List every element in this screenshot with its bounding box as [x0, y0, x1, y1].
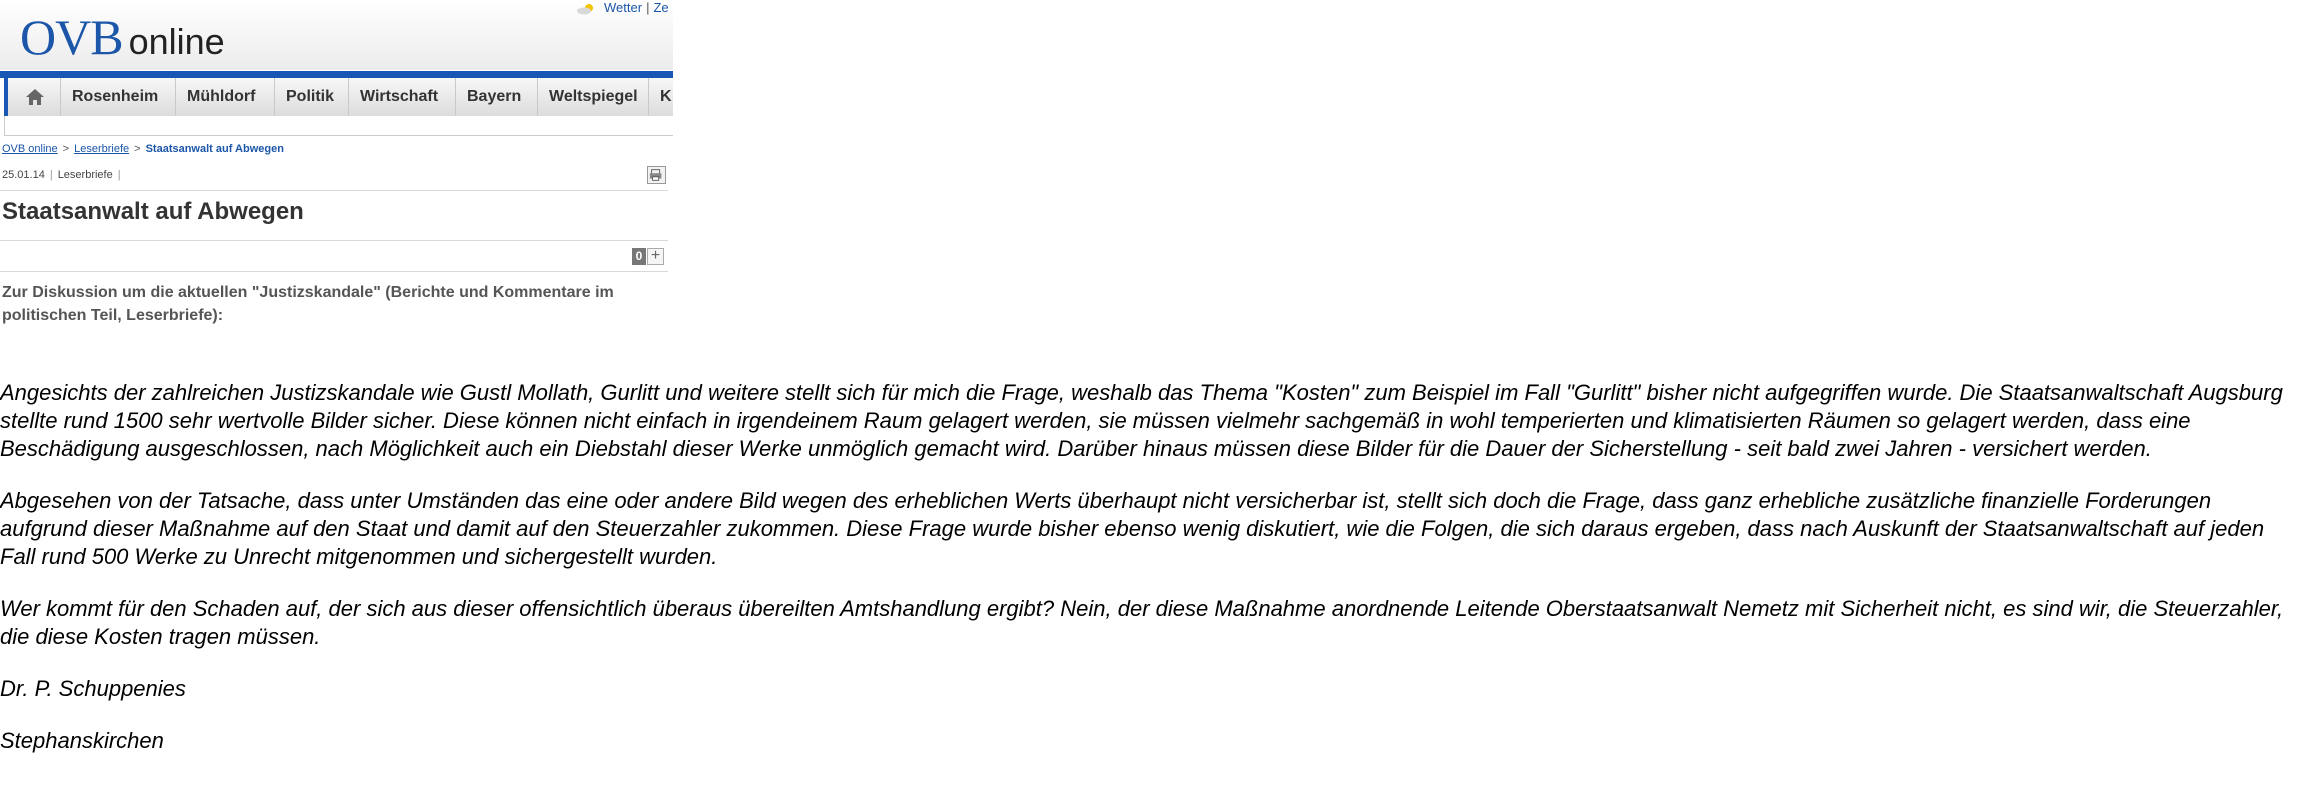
- header-blue-bar: [0, 71, 673, 78]
- logo-online-text: online: [128, 21, 225, 62]
- nav-item-weltspiegel[interactable]: Weltspiegel: [537, 78, 638, 116]
- nav-item-wirtschaft[interactable]: Wirtschaft: [348, 78, 438, 116]
- nav-item-bayern[interactable]: Bayern: [455, 78, 521, 116]
- comment-bar: [0, 240, 668, 272]
- article-title: Staatsanwalt auf Abwegen: [2, 198, 304, 225]
- logo-ovb-text: OVB: [20, 9, 123, 65]
- site-header: [0, 0, 673, 140]
- print-icon[interactable]: [647, 166, 666, 184]
- comment-count-badge[interactable]: 0: [632, 248, 646, 265]
- article-paragraph: Wer kommt für den Schaden auf, der sich aus dieser offensichtlich überaus übereilten Amtshandlung ergibt? Nein, der diese Maßnahme anordnende Leitende Oberstaatsanwalt Nemetz mit Sicherheit nicht, es sind wir, die Steuerzahler, die diese Kosten tragen müssen.: [0, 596, 2284, 649]
- top-links-separator: |: [646, 0, 650, 15]
- nav-item-truncated[interactable]: K: [648, 78, 672, 116]
- article-body: [0, 379, 2300, 779]
- article-category: Leserbriefe: [57, 169, 113, 181]
- breadcrumb-link-leserbriefe[interactable]: Leserbriefe: [74, 143, 130, 155]
- main-navigation: [4, 78, 673, 116]
- nav-item-muehldorf[interactable]: Mühldorf: [175, 78, 255, 116]
- weather-sun-cloud-icon: [576, 3, 596, 15]
- article-location: Stephanskirchen: [0, 728, 164, 753]
- top-link-truncated[interactable]: Ze: [653, 0, 669, 15]
- breadcrumb-separator: >: [134, 143, 141, 155]
- article-date: 25.01.14: [2, 169, 45, 181]
- site-logo[interactable]: [20, 8, 225, 66]
- meta-divider: |: [117, 169, 121, 181]
- breadcrumb-current: Staatsanwalt auf Abwegen: [145, 143, 284, 155]
- article-paragraph: Abgesehen von der Tatsache, dass unter Umständen das eine oder andere Bild wegen des erheblichen Werts überhaupt nicht versicherbar ist, stellt sich doch die Frage, dass ganz erhebliche zusätzliche finanzielle Forderungen aufgrund dieser Maßnahme auf den Staat und damit auf den Steuerzahler zukommen. Diese Frage wurde bisher ebenso wenig diskutiert, wie die Folgen, die sich daraus ergeben, dass nach Auskunft der Staatsanwaltschaft auf jeden Fall rund 500 Werke zu Unrecht mitgenommen und sichergestellt wurden.: [0, 488, 2265, 569]
- weather-link[interactable]: Wetter: [604, 0, 643, 15]
- article-paragraph: Angesichts der zahlreichen Justizskandale wie Gustl Mollath, Gurlitt und weitere stellt sich für mich die Frage, weshalb das Thema "Kosten" zum Beispiel im Fall "Gurlitt" bisher nicht aufgegriffen wurde. Die Staatsanwaltschaft Augsburg stellte rund 1500 sehr wertvolle Bilder sicher. Diese können nicht einfach in irgendeinem Raum gelagert werden, sie müssen vielmehr sachgemäß in wohl temperierten und klimatisierten Räumen so gelagert werden, dass eine Beschädigung ausgeschlossen, nach Möglichkeit auch ein Diebstahl dieser Werke unmöglich gemacht wird. Darüber hinaus müssen diese Bilder für die Dauer der Sicherstellung - seit bald zwei Jahren - versichert werden.: [0, 380, 2283, 461]
- nav-item-rosenheim[interactable]: Rosenheim: [60, 78, 158, 116]
- article-meta: [2, 169, 126, 181]
- article-intro: Zur Diskussion um die aktuellen "Justizskandale" (Berichte und Kommentare im politischen Teil, Leserbriefe):: [2, 284, 614, 324]
- nav-item-politik[interactable]: Politik: [274, 78, 334, 116]
- breadcrumb-link-home[interactable]: OVB online: [2, 143, 58, 155]
- breadcrumb-separator: >: [62, 143, 70, 155]
- article-meta-row: [0, 162, 668, 191]
- article-author: Dr. P. Schuppenies: [0, 676, 186, 701]
- add-comment-button[interactable]: +: [647, 248, 664, 265]
- top-links: [576, 0, 669, 15]
- nav-subbar: [4, 116, 673, 136]
- breadcrumb: [2, 143, 284, 155]
- meta-divider: |: [49, 169, 53, 181]
- home-icon[interactable]: [24, 87, 46, 107]
